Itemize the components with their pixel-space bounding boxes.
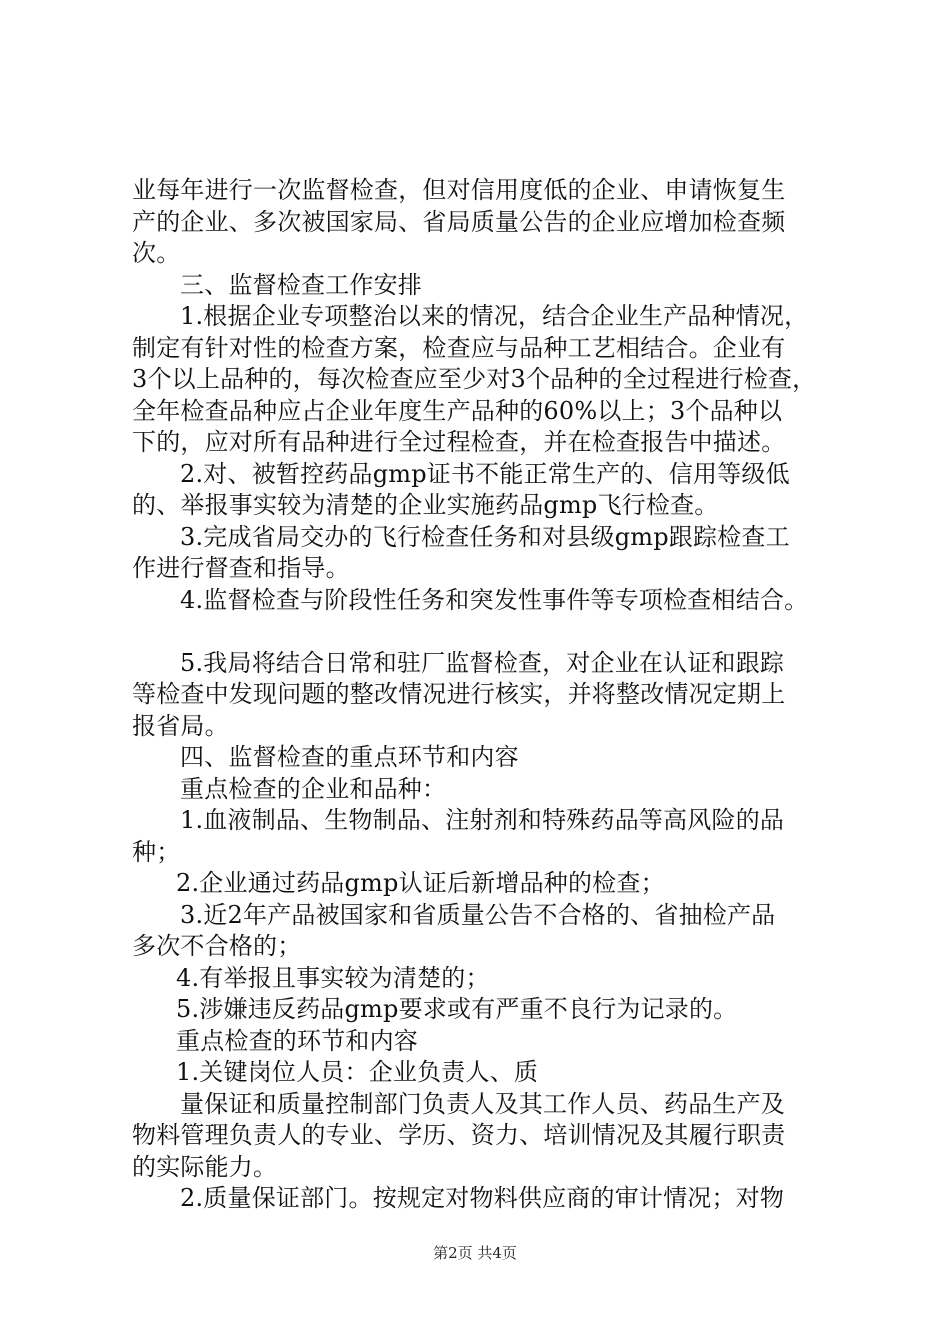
blank-line [132, 616, 840, 648]
text-line: 5.我局将结合日常和驻厂监督检查，对企业在认证和跟踪 [180, 648, 785, 677]
text-line: 作进行督查和指导。 [132, 554, 350, 582]
text-line: 的、举报事实较为清楚的企业实施药品gmp飞行检查。 [132, 491, 719, 519]
text-line: 下的，应对所有品种进行全过程检查，并在检查报告中描述。 [132, 428, 786, 456]
text-line: 物料管理负责人的专业、学历、资力、培训情况及其履行职责 [132, 1121, 786, 1149]
subheading: 重点检查的环节和内容 [176, 1026, 418, 1055]
text-line: 次。 [132, 239, 181, 267]
text-line: 2.企业通过药品gmp认证后新增品种的检查； [176, 869, 665, 897]
text-line: 3个以上品种的，每次检查应至少对3个品种的全过程进行检查， [132, 365, 817, 393]
subheading: 重点检查的企业和品种： [180, 774, 447, 803]
text-line: 种； [132, 837, 181, 866]
text-line: 多次不合格的； [132, 932, 302, 960]
text-line: 2.质量保证部门。按规定对物料供应商的审计情况；对物 [180, 1184, 785, 1212]
document-body [132, 175, 840, 1215]
page-footer [0, 1243, 950, 1263]
section-heading: 三、监督检查工作安排 [180, 270, 422, 299]
text-line: 2.对、被暂控药品gmp证书不能正常生产的、信用等级低 [180, 459, 790, 488]
text-line: 1.根据企业专项整治以来的情况，结合企业生产品种情况， [180, 302, 809, 330]
text-line: 3.近2年产品被国家和省质量公告不合格的、省抽检产品 [180, 900, 776, 929]
page-number: 第2页 共4页 [433, 1244, 517, 1262]
text-line: 1.血液制品、生物制品、注射剂和特殊药品等高风险的品 [180, 806, 785, 834]
text-line: 的实际能力。 [132, 1152, 278, 1181]
text-line: 4.有举报且事实较为清楚的； [176, 963, 490, 992]
text-line: 1.关键岗位人员：企业负责人、质 [176, 1058, 539, 1086]
text-line: 报省局。 [132, 711, 229, 740]
text-line: 4.监督检查与阶段性任务和突发性事件等专项检查相结合。 [180, 585, 809, 614]
text-line: 业每年进行一次监督检查，但对信用度低的企业、申请恢复生 [132, 176, 786, 204]
text-line: 等检查中发现问题的整改情况进行核实，并将整改情况定期上 [132, 680, 786, 708]
text-line: 制定有针对性的检查方案，检查应与品种工艺相结合。企业有 [132, 333, 786, 362]
text-line: 3.完成省局交办的飞行检查任务和对县级gmp跟踪检查工 [180, 522, 790, 551]
section-heading: 四、监督检查的重点环节和内容 [180, 743, 519, 771]
text-line: 产的企业、多次被国家局、省局质量公告的企业应增加检查频 [132, 207, 786, 236]
text-line: 5.涉嫌违反药品gmp要求或有严重不良行为记录的。 [176, 995, 738, 1023]
text-line: 量保证和质量控制部门负责人及其工作人员、药品生产及 [180, 1089, 785, 1118]
text-line: 全年检查品种应占企业年度生产品种的60%以上；3个品种以 [132, 396, 783, 425]
